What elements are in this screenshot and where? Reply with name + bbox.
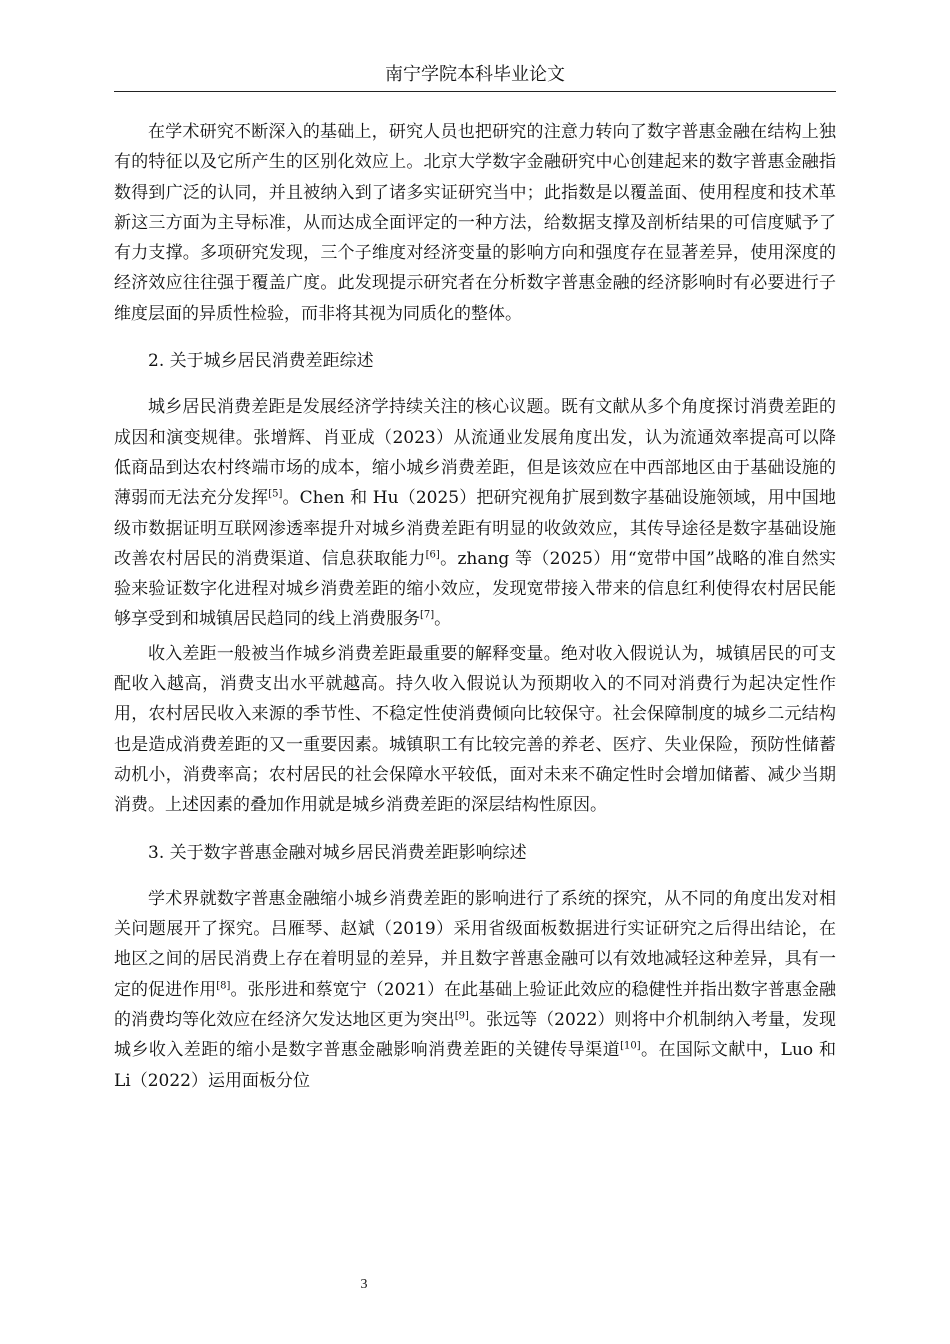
citation-ref: [5]: [268, 488, 283, 500]
text-run: 。zhang 等（2025）用“宽带中国”战略的准自然实验来验证数字化进程对城乡消费差距的缩小效应，发现宽带接入带来的信息红利使得农村居民能够享受到和城镇居民趋同的线上消费服务: [114, 548, 836, 630]
text-run: 。张远等（2022）则将中介机制纳入考量，发现城乡收入差距的缩小是数字普惠金融影响消费差距的关键传导渠道: [114, 1010, 836, 1061]
header-divider: [114, 91, 836, 92]
text-run: 学术界就数字普惠金融缩小城乡消费差距的影响进行了系统的探究，从不同的角度出发对相关问题展开了探究。吕雁琴、赵斌（2019）采用省级面板数据进行实证研究之后得出结论，在地区之间的居民消费上存在着明显的差异，并且数字普惠金融可以有效地减轻这种差异，具有一定的促进作用: [114, 888, 836, 1000]
text-run: 。Chen 和 Hu（2025）把研究视角扩展到数字基础设施领域，用中国地级市数据证明互联网渗透率提升对城乡消费差距有明显的收敛效应，其传导途径是数字基础设施改善农村居民的消费渠道、信息获取能力: [114, 488, 836, 569]
text-run: 。: [434, 609, 452, 630]
text-run: 。在国际文献中，Luo 和 Li（2022）运用面板分位: [114, 1040, 836, 1091]
citation-ref: [7]: [420, 609, 435, 621]
page-header-title: 南宁学院本科毕业论文: [385, 64, 565, 85]
section-heading-consumption-gap: 2. 关于城乡居民消费差距综述: [148, 351, 374, 372]
paragraph-index-dimensions: 在学术研究不断深入的基础上，研究人员也把研究的注意力转向了数字普惠金融在结构上独有的特征以及它所产生的区别化效应上。北京大学数字金融研究中心创建起来的数字普惠金融指数得到广泛的认同，并且被纳入到了诸多实证研究当中；此指数是以覆盖面、使用程度和技术革新这三方面为主导标准，从而达成全面评定的一种方法，给数据支撑及剖析结果的可信度赋予了有力支撑。多项研究发现，三个子维度对经济变量的影响方向和强度存在显著差异，使用深度的经济效应往往强于覆盖广度。此发现提示研究者在分析数字普惠金融的经济影响时有必要进行子维度层面的异质性检验，而非将其视为同质化的整体。: [114, 122, 836, 324]
citation-ref: [8]: [216, 980, 231, 992]
citation-ref: [6]: [425, 549, 440, 561]
document-body: [114, 117, 836, 1096]
paragraph-consumption-gap-literature: [114, 392, 836, 634]
text-run: 。张彤进和蔡宽宁（2021）在此基础上验证此效应的稳健性并指出数字普惠金融的消费均等化效应在经济欠发达地区更为突出: [114, 979, 836, 1031]
page-number: 3: [360, 1277, 368, 1292]
paragraph-dif-effect-literature: [114, 884, 836, 1096]
paragraph-income-gap: 收入差距一般被当作城乡消费差距最重要的解释变量。绝对收入假说认为，城镇居民的可支配收入越高，消费支出水平就越高。持久收入假说认为预期收入的不同对消费行为起决定性作用，农村居民收入来源的季节性、不稳定性使消费倾向比较保守。社会保障制度的城乡二元结构也是造成消费差距的又一重要因素。城镇职工有比较完善的养老、医疗、失业保险，预防性储蓄动机小，消费率高；农村居民的社会保障水平较低，面对未来不确定性时会增加储蓄、减少当期消费。上述因素的叠加作用就是城乡消费差距的深层结构性原因。: [114, 643, 836, 816]
citation-ref: [10]: [620, 1040, 641, 1052]
citation-ref: [9]: [454, 1010, 469, 1022]
text-run: 城乡居民消费差距是发展经济学持续关注的核心议题。既有文献从多个角度探讨消费差距的成因和演变规律。张增辉、肖亚成（2023）从流通业发展角度出发，认为流通效率提高可以降低商品到达农村终端市场的成本，缩小城乡消费差距，但是该效应在中西部地区由于基础设施的薄弱而无法充分发挥: [114, 397, 836, 509]
section-heading-dif-effect: 3. 关于数字普惠金融对城乡居民消费差距影响综述: [148, 842, 527, 863]
